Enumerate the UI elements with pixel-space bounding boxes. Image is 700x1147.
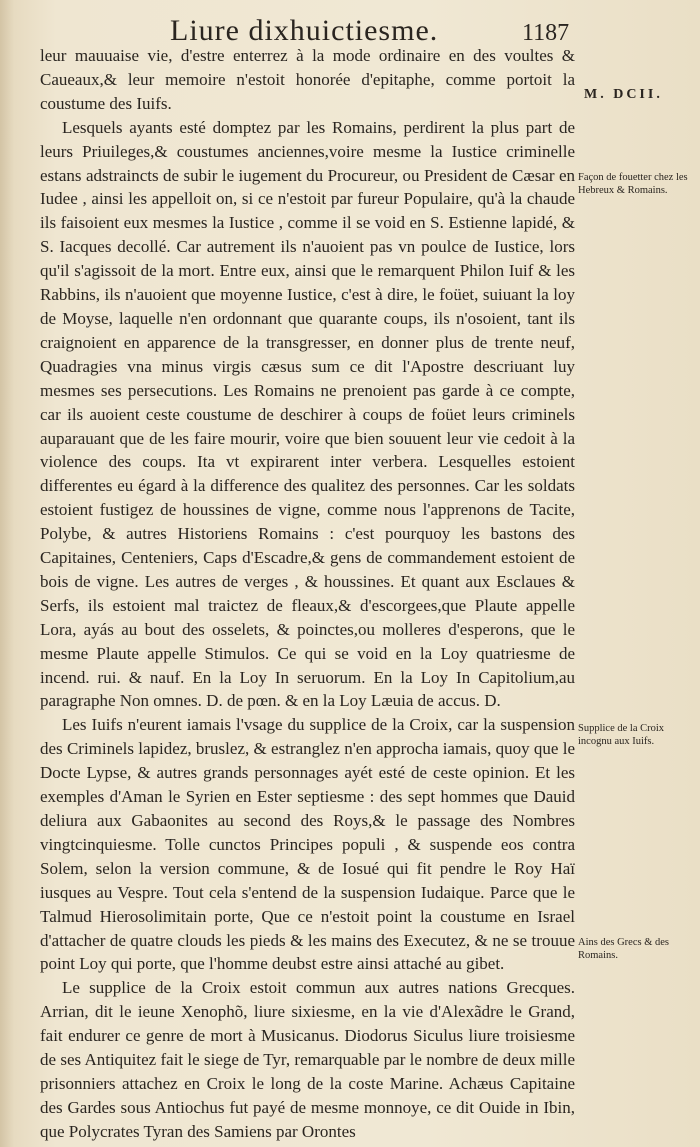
paragraph-2: Lesquels ayants esté domptez par les Romains, perdirent la plus part de leurs Priuileges,& coustumes anciennes,voire mesme la Iustice criminelle estans adstraincts de subir le iugement du Procureur, ou President de Cæsar en Iudee , ainsi les appelloit on, si ce n'estoit par fureur Populaire, qu'à la chaude ils faisoient eux mesmes la Iustice , comme il se void en S. Estienne lapidé, & S. Iacques decollé. Car autrement ils n'auoient pas vn poulce de Iustice, lors qu'il s'agissoit de la mort. Entre eux, ainsi que le remarquent Philon Iuif & les Rabbins, ils n'auoient que moyenne Iustice, c'est à dire, le foüet, suiuant la loy de Moyse, laquelle n'en ordonnant que quarante coups, ils n'osoient, tant ils craignoient en apparence de la transgresser, en donner plus de trente neuf, Quadragies vna minus virgis cæsus sum ce dit l'Apostre descriuant luy mesmes ses persecutions. Les Romains ne prenoient pas garde à ce compte, car ils auoient ceste coustume de deschirer à coups de foüet leurs criminels auparauant que de les faire mourir, voire que bien souuent leur vie cedoit à la violence des coups. Ita vt expirarent inter verbera. Lesquelles estoient differentes eu égard à la difference des qualitez des personnes. Car les soldats estoient fustigez de houssines de vigne, comme nous l'apprenons de Tacite, Polybe, & autres Historiens Romains : c'est pourquoy les bastons des Capitaines, Centeniers, Caps d'Escadre,& gens de commandement estoient de bois de vigne. Les autres de verges , & houssines. Et quant aux Esclaues & Serfs, ils estoient mal traictez de fleaux,& d'escorgees,que Plaute appelle Lora, ayás au bout des osselets, & poinctes,ou molleres d'esperons, que le mesme Plaute appelle Stimulos. Ce qui se void en la Loy quatriesme de incend. rui. & nauf. En la Loy In seruorum. En la Loy In Capitolium,au paragraphe Non omnes. D. de pœn. & en la Loy Læuia de accus. D. [40, 117, 575, 711]
paragraph-1: leur mauuaise vie, d'estre enterrez à la mode ordinaire en des voultes & Caueaux,& leur memoire n'estoit honorée d'epitaphe, comme portoit la coustume des Iuifs. [40, 46, 575, 113]
margin-note-fouetter: Façon de fouetter chez les Hebreux & Romains. [578, 172, 688, 196]
page-gutter-shadow [0, 0, 14, 1147]
paragraph-4: Le supplice de la Croix estoit commun aux autres nations Grecques. Arrian, dit le ieune Xenophõ, liure sixiesme, en la vie d'Alexãdre le Grand, fait endurer ce genre de mort à Musicanus. Diodorus Siculus liure troisiesme de ses Antiquitez fait le siege de Tyr, remarquable par le nombre de deux mille prisonniers attachez en Croix le long de la coste Marine. Achæus Capitaine des Gardes sous Antiochus fut payé de mesme monnoye, ce dit Ouide in Ibin, que Polycrates Tyran des Samiens par Orontes [40, 978, 575, 1141]
margin-year: M. DCII. [584, 87, 663, 102]
main-text [40, 44, 575, 1144]
running-title: Liure dixhuictiesme. [170, 14, 439, 47]
margin-note-croix: Supplice de la Croix incognu aux Iuifs. [578, 723, 665, 747]
margin-note-grecs: Ains des Grecs & des Romains. [578, 937, 669, 961]
paragraph-3: Les Iuifs n'eurent iamais l'vsage du supplice de la Croix, car la suspension des Criminels lapidez, bruslez, & estranglez n'en approcha iamais, quoy que le Docte Lypse, & autres grands personnages ayét esté de ceste opinion. Et les exemples d'Aman le Syrien en Ester septiesme : des sept hommes que Dauid deliura aux Gabaonites au second des Roys,& le passage des Nombres vingtcinquiesme. Tolle cunctos Principes populi , & suspende eos contra Solem, selon la version commune, & de Iosué qui fit pendre le Roy Haï iusques au Vespre. Tout cela s'entend de la suspension Iudaique. Parce que le Talmud Hierosolimitain porte, Que ce n'estoit point la coustume en Israel d'attacher de quatre clouds les pieds & les mains des Executez, & ne se trouue point Loy qui porte, que l'homme deubst estre ainsi attaché au gibet. [40, 715, 575, 974]
page-number: 1187 [522, 20, 570, 46]
margin-notes [578, 0, 696, 1147]
